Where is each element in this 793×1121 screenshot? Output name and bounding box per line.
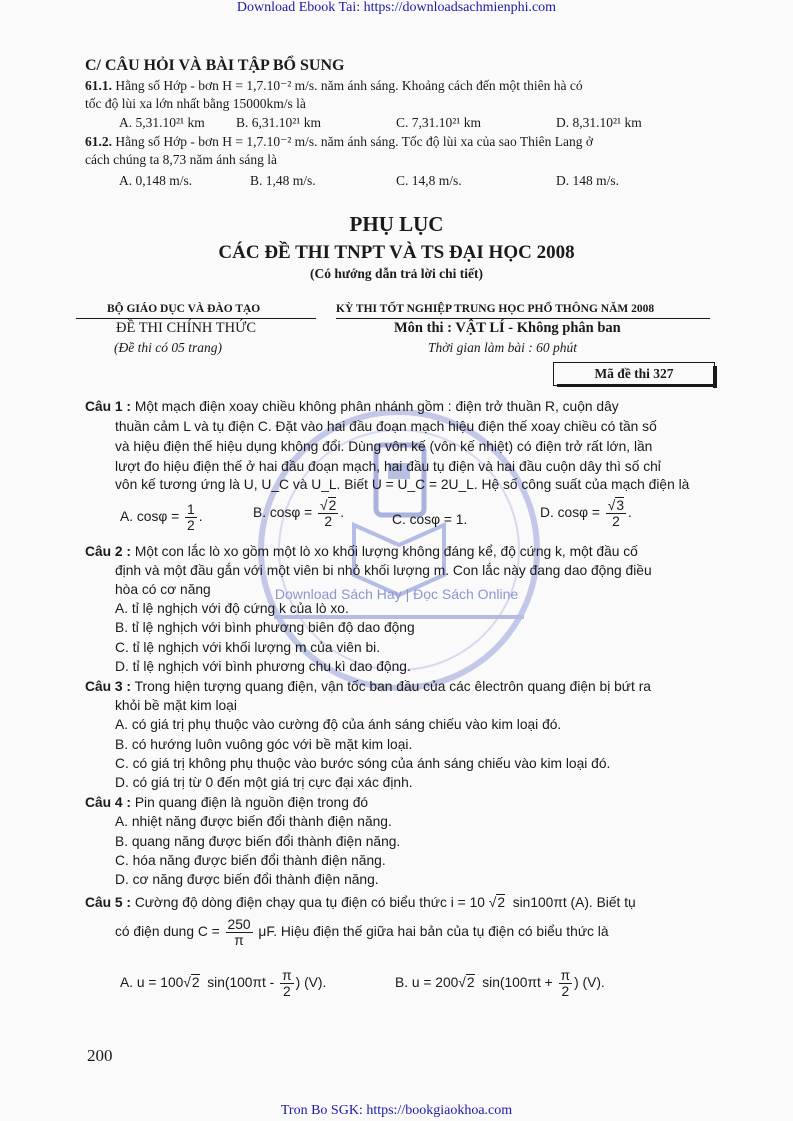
- cau1-option-d: D. cosφ = $\frac{√3}{2}$ .: [540, 498, 632, 529]
- q61-1-option-b: B. 6,31.10²¹ km: [236, 115, 321, 130]
- cau3-option-c: C. có giá trị không phụ thuộc vào bước sóng của ánh sáng chiếu vào kim loại đó.: [115, 756, 611, 771]
- cau5-text-a: Cường độ dòng điện chạy qua tụ điện có biểu thức i = 10: [134, 895, 485, 910]
- cau1-text: Một mạch điện xoay chiều không phân nhánh gồm : điện trở thuần R, cuộn dây: [134, 399, 619, 414]
- cau4-option-c: C. hóa năng được biến đổi thành điện năng.: [115, 853, 386, 868]
- exam-underline: [336, 318, 710, 319]
- cau2-label: Câu 2 :: [85, 544, 131, 559]
- exam-name: KỲ THI TỐT NGHIỆP TRUNG HỌC PHỔ THÔNG NĂM 2008: [336, 303, 655, 315]
- cau5-capacitance-label: có điện dung C =: [115, 924, 220, 940]
- fraction-sqrt3-over-2: $\frac{√3}{2}$: [607, 498, 625, 529]
- exam-code-box: Mã đề thi 327: [553, 362, 715, 386]
- sqrt-2: 2: [497, 895, 506, 910]
- subject-label: Môn thi : VẬT LÍ - Không phân ban: [394, 320, 621, 336]
- cau1-option-a: A. cosφ = $\frac{1}{2}$ .: [120, 502, 203, 533]
- q61-1-number: 61.1.: [85, 78, 112, 93]
- pages-label: (Đề thi có 05 trang): [114, 340, 222, 355]
- cau5-line2: [115, 917, 609, 948]
- cau2-line3: hòa có cơ năng: [115, 582, 211, 597]
- footer-link[interactable]: Tron Bo SGK: https://bookgiaokhoa.com: [280, 1103, 513, 1118]
- ministry-label: BỘ GIÁO DỤC VÀ ĐÀO TẠO: [107, 303, 261, 315]
- cau2-option-c: C. tỉ lệ nghịch với khối lượng m của viên bi.: [115, 640, 381, 655]
- q61-2-text: Hằng số Hớp - bơn H = 1,7.10⁻² m/s. năm ánh sáng. Tốc độ lùi xa của sao Thiên Lang ở: [115, 134, 594, 149]
- cau2-line1: [85, 544, 638, 559]
- cau1-option-c: C. cosφ = 1.: [392, 512, 468, 527]
- cau1-line2: thuần cảm L và tụ điện C. Đặt vào hai đầu đoạn mạch hiệu điện thế xoay chiều có tần số: [115, 419, 657, 434]
- cau4-option-b: B. quang năng được biến đổi thành điện năng.: [115, 834, 401, 849]
- official-label: ĐỀ THI CHÍNH THỨC: [116, 320, 257, 336]
- page-number: 200: [87, 1046, 113, 1065]
- cau1-line1: [85, 399, 619, 414]
- cau5-option-a-part3: ) (V).: [295, 975, 327, 991]
- appendix-title: PHỤ LỤC: [349, 212, 444, 236]
- cau5-text-b: sin100πt (A). Biết tụ: [512, 895, 636, 910]
- cau3-option-a: A. có giá trị phụ thuộc vào cường độ của ánh sáng chiếu vào kim loại đó.: [115, 717, 562, 732]
- cau2-line2: định và một đầu gắn với một viên bi nhỏ khối lượng m. Con lắc này đang dao động điều: [115, 563, 652, 578]
- cau4-text: Pin quang điện là nguồn điện trong đó: [134, 795, 369, 810]
- sqrt-2-a: 2: [191, 975, 200, 991]
- cau1-option-a-label: A. cosφ =: [120, 509, 180, 525]
- cau3-label: Câu 3 :: [85, 679, 131, 694]
- cau4-label: Câu 4 :: [85, 795, 131, 810]
- q61-1-option-a: A. 5,31.10²¹ km: [119, 115, 205, 130]
- fraction-one-half: $\frac{1}{2}$: [187, 502, 195, 533]
- cau2-text: Một con lắc lò xo gồm một lò xo khối lượng không đáng kể, độ cứng k, một đầu cố: [134, 544, 638, 559]
- cau4-option-d: D. cơ năng được biến đổi thành điện năng.: [115, 872, 379, 887]
- appendix-note: (Có hướng dẫn trả lời chi tiết): [309, 266, 484, 281]
- cau2-option-d: D. tỉ lệ nghịch với bình phương chu kì dao động.: [115, 659, 411, 674]
- fraction-pi-over-2-a: $\frac{\pi}{2}$: [282, 968, 292, 999]
- cau3-line1: [85, 679, 651, 694]
- cau5-line1: Câu 5 : Cường độ dòng điện chạy qua tụ điện có biểu thức i = 10 √2 sin100πt (A). Biết tụ: [85, 895, 636, 910]
- cau1-label: Câu 1 :: [85, 399, 131, 414]
- ministry-underline: [76, 318, 316, 319]
- q61-2-line1: [85, 134, 593, 150]
- cau1-line4: lượt đo hiệu điện thế ở hai đầu đoạn mạch, hai đầu tụ điện và hai đầu cuộn dây thì số chỉ: [115, 459, 661, 474]
- q61-1-line1: [85, 78, 583, 94]
- q61-1-option-c: C. 7,31.10²¹ km: [396, 115, 481, 130]
- q61-2-option-c: C. 14,8 m/s.: [396, 173, 462, 188]
- cau1-option-b: B. cosφ = $\frac{√2}{2}$ .: [253, 498, 345, 529]
- cau5-text-c: μF. Hiệu điện thế giữa hai bản của tụ điện có biểu thức là: [258, 924, 609, 940]
- cau3-option-d: D. có giá trị từ 0 đến một giá trị cực đại xác định.: [115, 775, 413, 790]
- q61-2-option-a: A. 0,148 m/s.: [119, 173, 193, 188]
- cau3-text: Trong hiện tượng quang điện, vận tốc ban đầu của các êlectrôn quang điện bị bứt ra: [134, 679, 651, 694]
- cau4-line1: [85, 795, 368, 810]
- cau1-line3: và hiệu điện thế hiệu dụng không đổi. Dùng vôn kế (vôn kế nhiệt) có điện trở rất lớn, lần: [115, 439, 653, 454]
- time-label: Thời gian làm bài : 60 phút: [428, 340, 577, 355]
- q61-2-number: 61.2.: [85, 134, 112, 149]
- cau5-label: Câu 5 :: [85, 895, 131, 910]
- fraction-sqrt2-over-2: $\frac{√2}{2}$: [320, 498, 337, 529]
- q61-2-option-d: D. 148 m/s.: [556, 173, 620, 188]
- cau5-option-b-part1: B. u = 200: [395, 975, 459, 991]
- q61-2-option-b: B. 1,48 m/s.: [250, 173, 316, 188]
- fraction-pi-over-2-b: $\frac{\pi}{2}$: [560, 968, 571, 999]
- cau5-option-b: B. u = 200√2 sin(100πt + $\frac{\pi}{2}$ ) (V).: [395, 968, 605, 999]
- cau3-line2: khỏi bề mặt kim loại: [115, 698, 237, 713]
- cau5-option-b-part2: sin(100πt +: [482, 975, 553, 991]
- cau5-option-a-part2: sin(100πt -: [207, 975, 275, 991]
- cau2-option-b: B. tỉ lệ nghịch với bình phương biên độ dao động: [115, 620, 415, 635]
- q61-1-option-d: D. 8,31.10²¹ km: [556, 115, 642, 130]
- cau1-line5: vôn kế tương ứng là U, U_C và U_L. Biết U = U_C = 2U_L. Hệ số công suất của mạch điện là: [115, 477, 690, 492]
- q61-1-text: Hằng số Hớp - bơn H = 1,7.10⁻² m/s. năm ánh sáng. Khoảng cách đến một thiên hà có: [115, 78, 583, 93]
- cau5-option-a: A. u = 100√2 sin(100πt - $\frac{\pi}{2}$ ) (V).: [120, 968, 327, 999]
- fraction-250-over-pi: $\frac{250}{\pi}$: [227, 917, 251, 948]
- q61-2-line2: cách chúng ta 8,73 năm ánh sáng là: [85, 152, 277, 167]
- cau1-option-b-label: B. cosφ =: [253, 505, 313, 521]
- cau3-option-b: B. có hướng luôn vuông góc với bề mặt kim loại.: [115, 737, 413, 752]
- q61-1-line2: tốc độ lùi xa lớn nhất bằng 15000km/s là: [85, 96, 306, 111]
- cau4-option-a: A. nhiệt năng được biến đổi thành điện năng.: [115, 814, 392, 829]
- cau5-option-a-part1: A. u = 100: [120, 975, 184, 991]
- cau2-option-a: A. tỉ lệ nghịch với độ cứng k của lò xo.: [115, 601, 349, 616]
- appendix-subtitle: CÁC ĐỀ THI TNPT VÀ TS ĐẠI HỌC 2008: [218, 242, 575, 263]
- cau5-option-b-part3: ) (V).: [574, 975, 605, 991]
- cau1-option-d-label: D. cosφ =: [540, 505, 600, 521]
- sqrt-2-b: 2: [466, 975, 475, 991]
- watermark-text: Download Sách Hay | Đọc Sách Online: [274, 586, 519, 602]
- header-link[interactable]: Download Ebook Tai: https://downloadsachmienphi.com: [236, 0, 557, 15]
- section-title: C/ CÂU HỎI VÀ BÀI TẬP BỔ SUNG: [85, 57, 345, 74]
